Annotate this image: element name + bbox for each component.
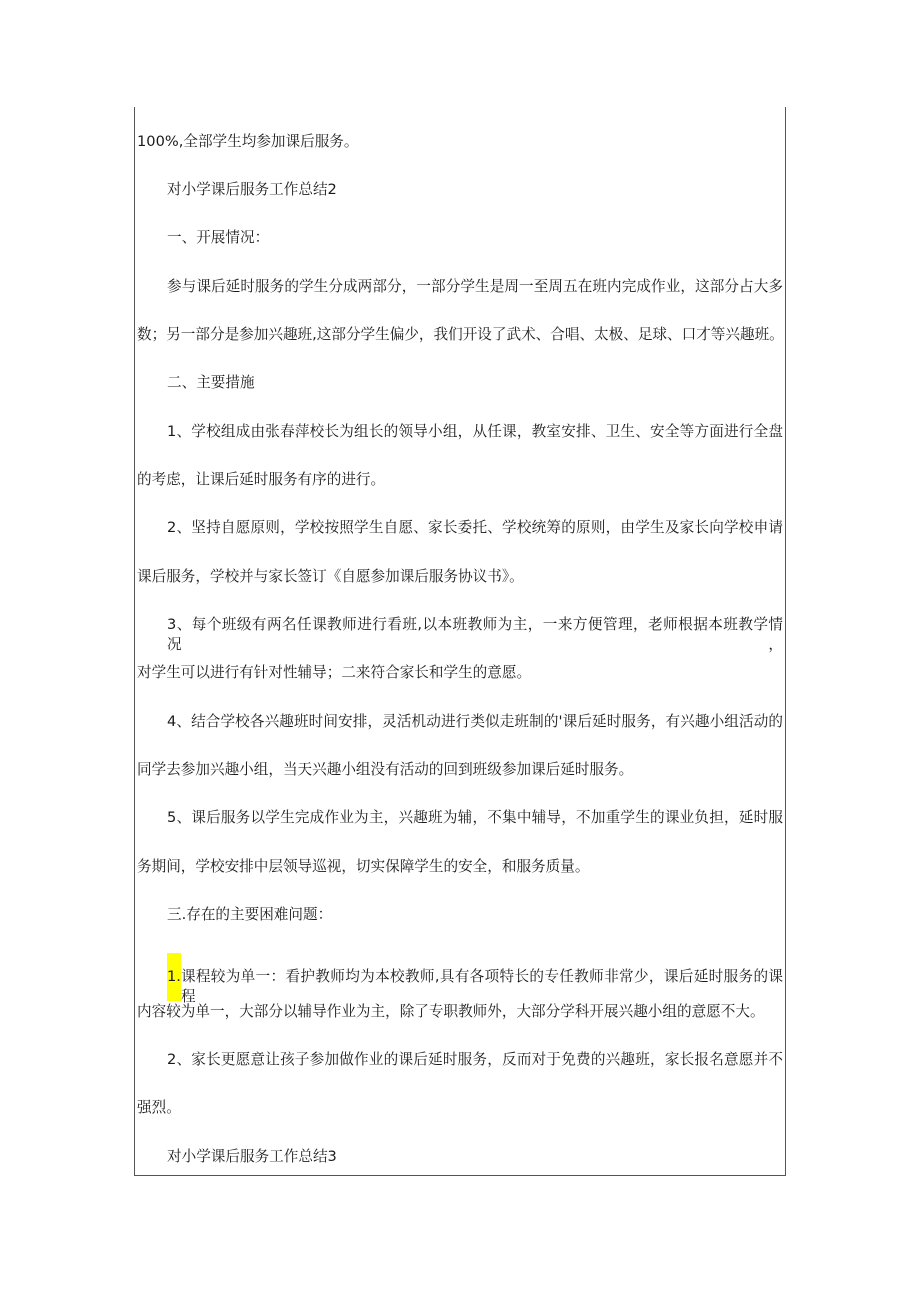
- section-title: 对小学课后服务工作总结3: [167, 1148, 337, 1165]
- heading: 三.存在的主要困难问题：: [167, 906, 333, 923]
- text-line: 2、坚持自愿原则，学校按照学生自愿、家长委托、学校统筹的原则，由学生及家长向学校申请: [167, 519, 783, 536]
- text-line: 强烈。: [137, 1099, 181, 1116]
- text-line: 参与课后延时服务的学生分成两部分，一部分学生是周一至周五在班内完成作业，这部分占大多: [167, 278, 783, 295]
- text-line: [137, 953, 783, 1005]
- text-line: 对学生可以进行有针对性辅导；二来符合家长和学生的意愿。: [137, 664, 532, 681]
- text-line: 2、家长更愿意让孩子参加做作业的课后延时服务，反而对于免费的兴趣班，家长报名意愿并不: [167, 1051, 783, 1068]
- text-line: 数；另一部分是参加兴趣班,这部分学生偏少，我们开设了武术、合唱、太极、足球、口才等兴趣班。: [137, 326, 784, 343]
- text-line: 4、结合学校各兴趣班时间安排，灵活机动进行类似走班制的'课后延时服务，有兴趣小组活动的: [167, 713, 783, 730]
- section-title: 对小学课后服务工作总结2: [167, 181, 337, 198]
- text-line-content: 课程较为单一：看护教师均为本校教师,具有各项特长的专任教师非常少，课后延时服务的课程: [180, 968, 783, 1005]
- text-line: 5、课后服务以学生完成作业为主，兴趣班为辅，不集中辅导，不加重学生的课业负担，延时服: [167, 809, 783, 826]
- text-line: 100%,全部学生均参加课后服务。: [137, 133, 359, 150]
- text-line: 1、学校组成由张春萍校长为组长的领导小组，从任课，教室安排、卫生、安全等方面进行全盘: [167, 423, 783, 440]
- text-line: 同学去参加兴趣小组，当天兴趣小组没有活动的回到班级参加课后延时服务。: [137, 761, 634, 778]
- text-line: 内容较为单一，大部分以辅导作业为主，除了专职教师外，大部分学科开展兴趣小组的意愿不大。: [137, 1003, 765, 1020]
- text-line: 课后服务，学校并与家长签订《自愿参加课后服务协议书》。: [137, 568, 524, 585]
- heading: 二、主要措施: [167, 374, 255, 391]
- highlight-marker: 1.: [167, 953, 181, 1001]
- text-line: 3、每个班级有两名任课教师进行看班,以本班教师为主，一来方便管理，老师根据本班教学情况，: [167, 616, 783, 653]
- text-line: 的考虑，让课后延时服务有序的进行。: [137, 471, 386, 488]
- text-line: 务期间，学校安排中层领导巡视，切实保障学生的安全，和服务质量。: [137, 858, 590, 875]
- heading: 一、开展情况：: [167, 229, 270, 246]
